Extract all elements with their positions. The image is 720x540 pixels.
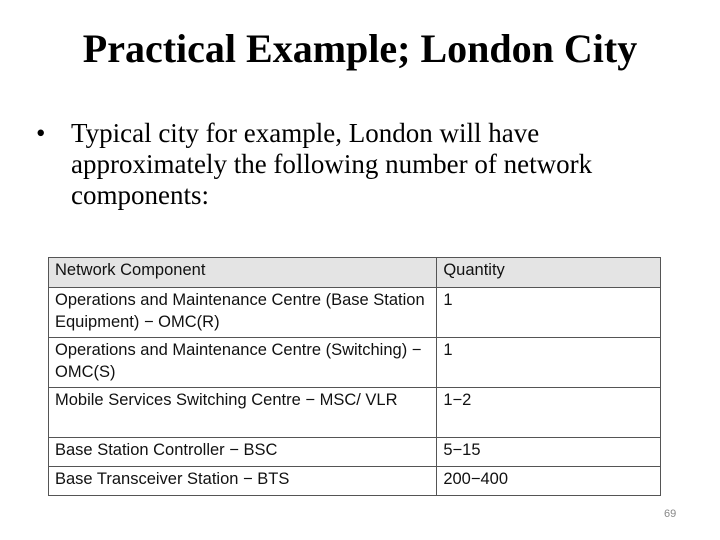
table-row xyxy=(49,467,661,496)
table-row xyxy=(49,288,661,338)
cell-component: Base Station Controller − BSC xyxy=(49,438,437,467)
slide-title: Practical Example; London City xyxy=(82,26,638,71)
header-quantity: Quantity xyxy=(437,258,661,288)
page-number: 69 xyxy=(664,508,677,520)
table-row xyxy=(49,388,661,438)
bullet-icon: • xyxy=(36,118,46,148)
cell-quantity: 1 xyxy=(437,338,661,388)
cell-quantity: 1 xyxy=(437,288,661,338)
cell-component: Operations and Maintenance Centre (Switching) − OMC(S) xyxy=(49,338,437,388)
table-row xyxy=(49,438,661,467)
bullet-text: Typical city for example, London will have approximately the following number of network components: xyxy=(71,118,593,210)
table-header-row xyxy=(49,258,661,288)
cell-quantity: 200−400 xyxy=(437,467,661,496)
bullet-point xyxy=(36,118,676,211)
cell-component: Mobile Services Switching Centre − MSC/ VLR xyxy=(49,388,437,438)
cell-quantity: 5−15 xyxy=(437,438,661,467)
header-network-component: Network Component xyxy=(49,258,437,288)
network-components-table xyxy=(48,257,661,496)
cell-component: Base Transceiver Station − BTS xyxy=(49,467,437,496)
cell-component: Operations and Maintenance Centre (Base Station Equipment) − OMC(R) xyxy=(49,288,437,338)
table-row xyxy=(49,338,661,388)
cell-quantity: 1−2 xyxy=(437,388,661,438)
